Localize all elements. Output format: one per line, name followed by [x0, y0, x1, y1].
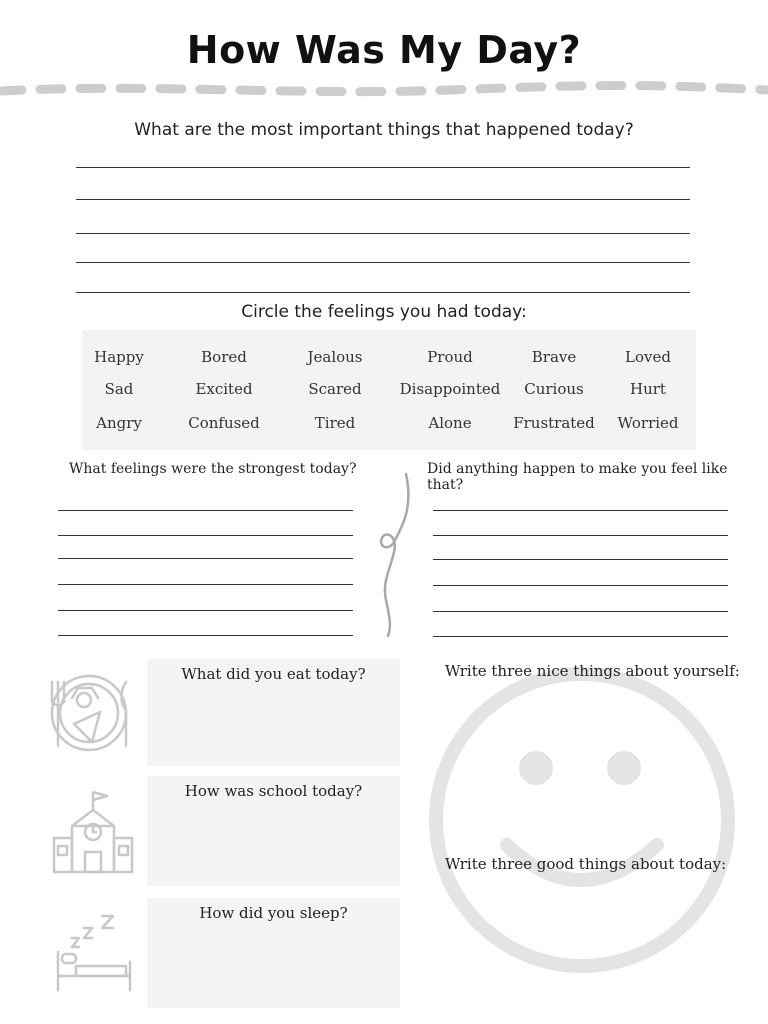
feeling-word[interactable]: Curious [524, 380, 584, 398]
school-question: How was school today? [184, 782, 363, 800]
writing-line[interactable] [76, 292, 690, 293]
writing-line[interactable] [58, 584, 353, 585]
feelings-prompt: Circle the feelings you had today: [241, 302, 527, 322]
feeling-word[interactable]: Worried [617, 414, 679, 432]
nice-things-question: Write three nice things about yourself: [445, 662, 740, 680]
feeling-word[interactable]: Hurt [630, 380, 666, 398]
writing-line[interactable] [76, 233, 690, 234]
writing-line[interactable] [76, 167, 690, 168]
writing-line[interactable] [58, 635, 353, 636]
plate-cutlery-icon [46, 670, 136, 756]
writing-line[interactable] [58, 558, 353, 559]
sleep-box[interactable] [147, 898, 400, 1008]
meal-question: What did you eat today? [181, 665, 366, 683]
writing-line[interactable] [58, 510, 353, 511]
feeling-word[interactable]: Proud [427, 348, 473, 366]
writing-line[interactable] [433, 510, 728, 511]
writing-line[interactable] [76, 262, 690, 263]
feeling-word[interactable]: Frustrated [513, 414, 595, 432]
writing-line[interactable] [58, 610, 353, 611]
feeling-word[interactable]: Scared [308, 380, 362, 398]
feeling-word[interactable]: Jealous [307, 348, 363, 366]
writing-line[interactable] [433, 535, 728, 536]
squiggle-divider-icon [372, 470, 412, 640]
school-building-icon [50, 788, 136, 876]
writing-line[interactable] [433, 636, 728, 637]
writing-line[interactable] [433, 559, 728, 560]
feeling-word[interactable]: Bored [201, 348, 247, 366]
feeling-word[interactable]: Sad [104, 380, 134, 398]
writing-line[interactable] [58, 535, 353, 536]
important-things-question: What are the most important things that happened today? [134, 120, 634, 140]
feeling-word[interactable]: Disappointed [399, 380, 501, 398]
feelings-grid [82, 330, 696, 450]
strongest-feelings-question: What feelings were the strongest today? [69, 461, 357, 477]
smiley-face-icon [425, 665, 740, 980]
feeling-word[interactable]: Tired [314, 414, 356, 432]
sleep-question: How did you sleep? [199, 904, 348, 922]
feeling-word[interactable]: Brave [531, 348, 577, 366]
meal-box[interactable] [147, 659, 400, 766]
bed-sleep-icon [52, 910, 136, 994]
feelings-cause-question: Did anything happen to make you feel like that? [427, 461, 728, 493]
writing-line[interactable] [433, 585, 728, 586]
writing-line[interactable] [433, 611, 728, 612]
feeling-word[interactable]: Alone [428, 414, 472, 432]
feeling-word[interactable]: Happy [94, 348, 144, 366]
writing-line[interactable] [76, 199, 690, 200]
good-things-question: Write three good things about today: [445, 855, 727, 873]
dashed-divider [0, 78, 768, 102]
feeling-word[interactable]: Confused [188, 414, 260, 432]
feeling-word[interactable]: Loved [625, 348, 671, 366]
school-box[interactable] [147, 776, 400, 886]
feeling-word[interactable]: Excited [195, 380, 253, 398]
page-title: How Was My Day? [186, 28, 582, 72]
feeling-word[interactable]: Angry [96, 414, 142, 432]
